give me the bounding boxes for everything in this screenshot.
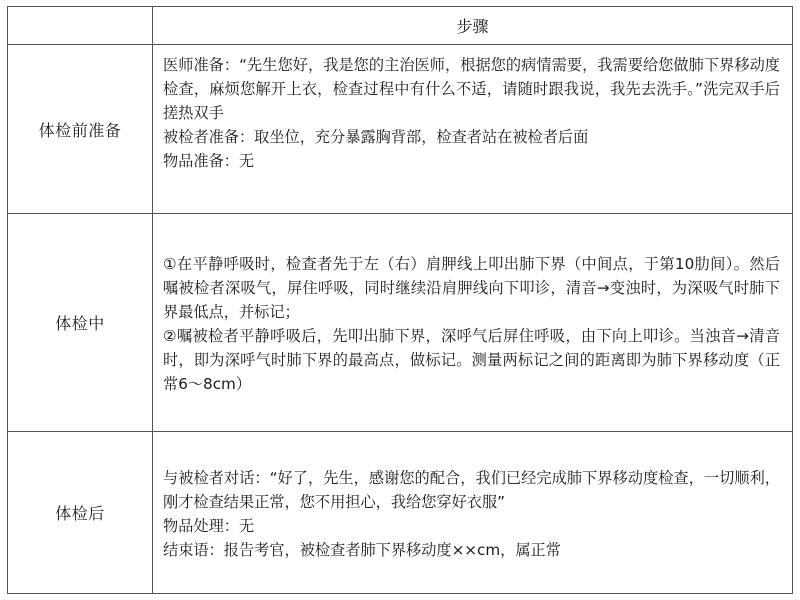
- pre-exam-subject-prep: 被检者准备：取坐位，充分暴露胸背部，检查者站在被检者后面: [163, 128, 589, 146]
- header-empty-cell: [8, 7, 153, 45]
- post-exam-items: 物品处理：无: [163, 516, 255, 535]
- during-exam-step-1: ①在平静呼吸时，检查者先于左（右）肩胛线上叩出肺下界（中间点，于第10肋间）。然后嘱被检者深吸气，屏住呼吸，同时继续沿肩胛线向下叩诊，清音→变浊时，为深吸气时肺下界最低点，并标记；: [163, 254, 780, 321]
- post-exam-dialogue: 与被检者对话：“好了，先生，感谢您的配合，我们已经完成肺下界移动度检查，一切顺利，刚才检查结果正常，您不用担心，我给您穿好衣服”: [163, 468, 780, 511]
- row-label-during-exam: 体检中: [8, 214, 153, 432]
- pre-exam-physician-prep: 医师准备：“先生您好，我是您的主治医师，根据您的病情需要，我需要给您做肺下界移动度检查，麻烦您解开上衣，检查过程中有什么不适，请随时跟我说，我先去洗手。”洗完双手后搓热双手: [163, 56, 780, 122]
- header-steps-cell: 步骤: [153, 7, 792, 45]
- row-content-during-exam: [153, 214, 792, 432]
- row-content-pre-exam: [153, 45, 792, 214]
- row-content-post-exam: [153, 432, 792, 593]
- row-label-post-exam: 体检后: [8, 432, 153, 593]
- procedure-table: [7, 6, 793, 594]
- row-label-pre-exam: 体检前准备: [8, 45, 153, 214]
- pre-exam-items-prep: 物品准备：无: [163, 152, 255, 170]
- during-exam-step-2: ②嘱被检者平静呼吸后，先叩出肺下界，深呼气后屏住呼吸，由下向上叩诊。当浊音→清音时，即为深呼气时肺下界的最高点，做标记。测量两标记之间的距离即为肺下界移动度（正常6～8cm）: [163, 326, 780, 393]
- post-exam-closing: 结束语：报告考官，被检查者肺下界移动度××cm，属正常: [163, 540, 561, 559]
